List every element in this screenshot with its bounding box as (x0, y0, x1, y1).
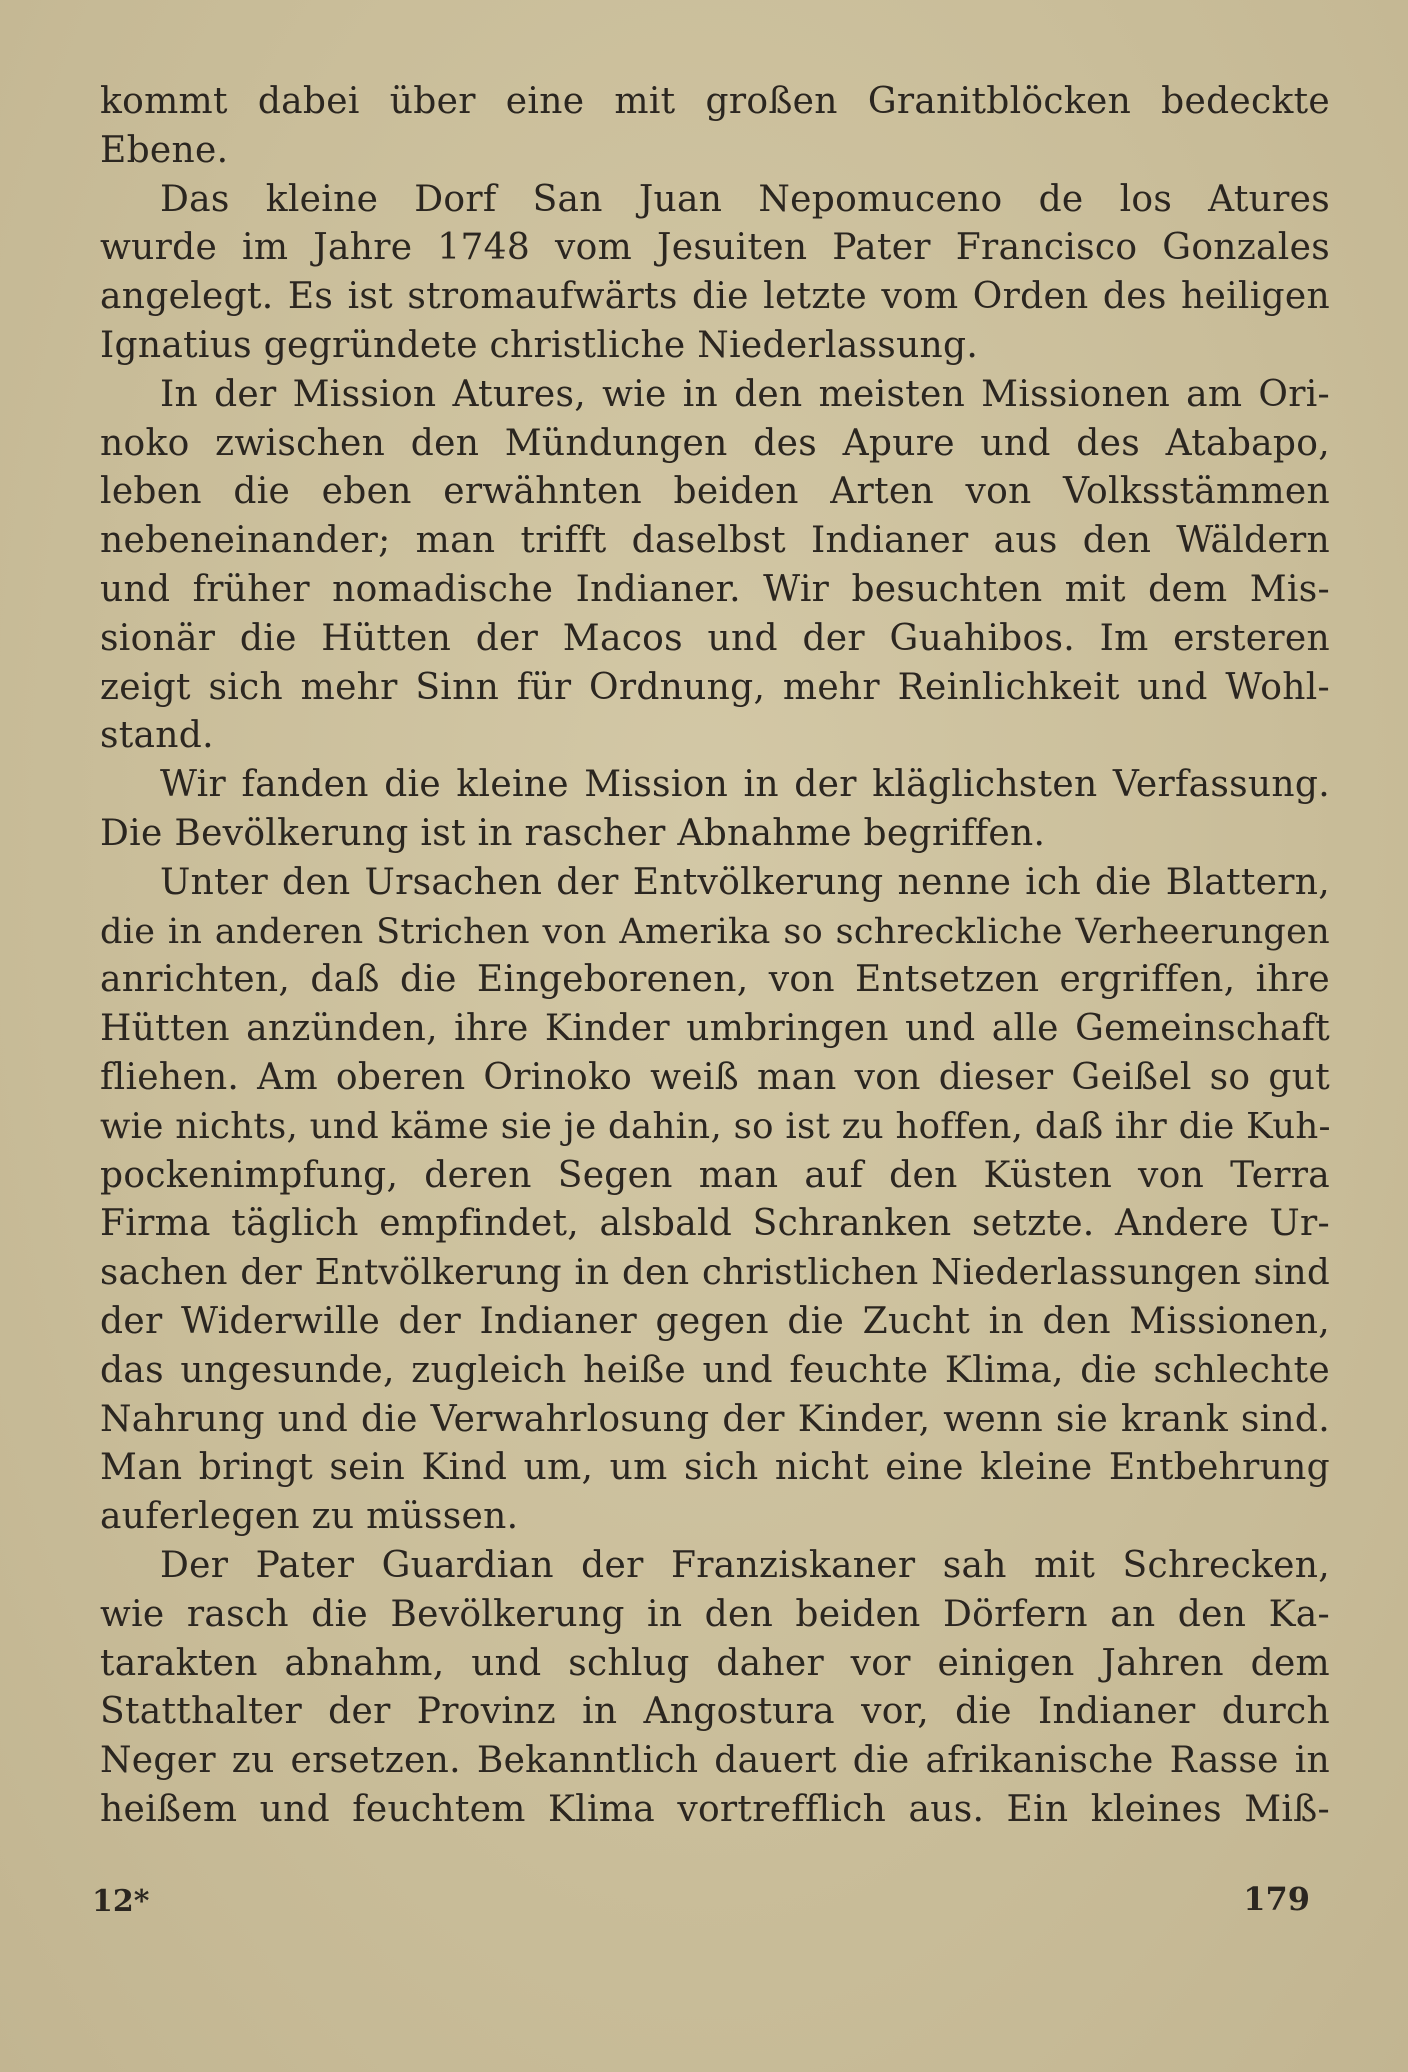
text-line: stand. (100, 715, 214, 757)
text-line: leben die eben erwähnten beiden Arten von Volksstämmen (100, 471, 1330, 513)
text-line: In der Mission Atures, wie in den meisten Missionen am Ori- (160, 373, 1330, 415)
text-line: wurde im Jahre 1748 vom Jesuiten Pater Francisco Gonzales (100, 227, 1330, 269)
text-line: pockenimpfung, deren Segen man auf den Küsten von Terra (100, 1154, 1330, 1196)
text-line: Unter den Ursachen der Entvölkerung nenne ich die Blattern, (160, 861, 1330, 903)
text-line: tarakten abnahm, und schlug daher vor einigen Jahren dem (100, 1642, 1330, 1684)
text-line: sionär die Hütten der Macos und der Guahibos. Im ersteren (100, 617, 1330, 659)
page-number: 179 (1243, 1880, 1310, 1918)
text-line: Firma täglich empfindet, alsbald Schranken setzte. Andere Ur- (100, 1203, 1330, 1245)
text-line: die in anderen Strichen von Amerika so schreckliche Verheerungen (100, 911, 1330, 952)
text-line: nebeneinander; man trifft daselbst Indianer aus den Wäldern (100, 520, 1330, 562)
text-line: Ignatius gegründete christliche Niederlassung. (100, 324, 979, 366)
text-line: Das kleine Dorf San Juan Nepomuceno de los Atures (160, 178, 1330, 220)
text-line: Neger zu ersetzen. Bekanntlich dauert die afrikanische Rasse in (100, 1740, 1330, 1782)
text-line: das ungesunde, zugleich heiße und feuchte Klima, die schlechte (100, 1349, 1330, 1391)
text-line: Ebene. (100, 129, 229, 171)
text-line: heißem und feuchtem Klima vortrefflich aus. Ein kleines Miß- (100, 1788, 1330, 1830)
text-line: Statthalter der Provinz in Angostura vor, die Indianer durch (100, 1691, 1330, 1733)
text-line: der Widerwille der Indianer gegen die Zucht in den Missionen, (100, 1300, 1330, 1342)
text-line: kommt dabei über eine mit großen Granitblöcken bedeckte (100, 81, 1330, 122)
body-text (100, 78, 1330, 1835)
text-line: Wir fanden die kleine Mission in der kläglichsten Verfassung. (160, 764, 1330, 806)
text-line: Nahrung und die Verwahrlosung der Kinder, wenn sie krank sind. (100, 1398, 1330, 1440)
text-line: angelegt. Es ist stromaufwärts die letzte vom Orden des heiligen (100, 276, 1330, 318)
text-line: anrichten, daß die Eingeborenen, von Entsetzen ergriffen, ihre (100, 959, 1330, 1001)
text-line: Die Bevölkerung ist in rascher Abnahme begriffen. (100, 812, 1046, 854)
text-line: noko zwischen den Mündungen des Apure und des Atabapo, (100, 422, 1330, 464)
signature-mark: 12* (92, 1884, 150, 1919)
text-line: wie nichts, und käme sie je dahin, so ist zu hoffen, daß ihr die Kuh- (100, 1105, 1331, 1147)
text-line: sachen der Entvölkerung in den christlichen Niederlassungen sind (100, 1252, 1330, 1294)
text-line: Man bringt sein Kind um, um sich nicht eine kleine Entbehrung (100, 1447, 1330, 1489)
text-line: wie rasch die Bevölkerung in den beiden Dörfern an den Ka- (100, 1593, 1330, 1635)
text-line: und früher nomadische Indianer. Wir besuchten mit dem Mis- (100, 568, 1330, 610)
text-line: Der Pater Guardian der Franziskaner sah mit Schrecken, (160, 1544, 1330, 1586)
text-line: auferlegen zu müssen. (100, 1496, 519, 1538)
text-line: zeigt sich mehr Sinn für Ordnung, mehr Reinlichkeit und Wohl- (100, 666, 1330, 708)
text-line: Hütten anzünden, ihre Kinder umbringen und alle Gemeinschaft (100, 1008, 1330, 1050)
text-line: fliehen. Am oberen Orinoko weiß man von dieser Geißel so gut (100, 1056, 1330, 1098)
